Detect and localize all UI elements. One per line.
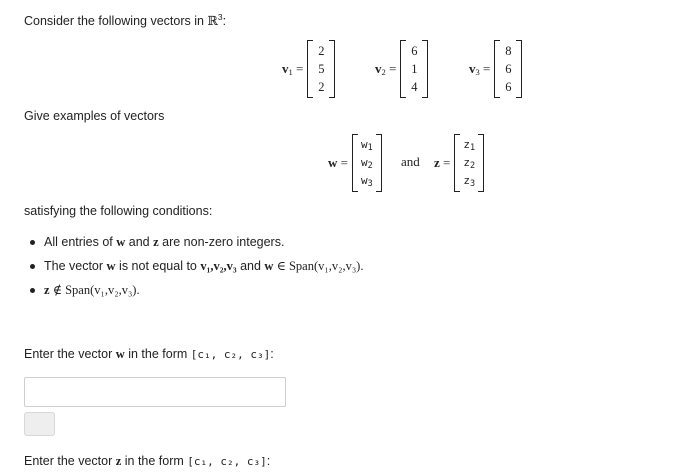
w-entry-2: [361, 154, 373, 172]
v1-sub: 1: [288, 67, 293, 77]
conditions-list: [26, 230, 363, 302]
vector-v3: [469, 40, 522, 98]
w-eq: =: [340, 155, 348, 170]
z2-base: z: [463, 156, 470, 169]
v3-sub: 3: [475, 67, 480, 77]
c2-vlist: v₁,v₂,v₃: [200, 259, 237, 273]
v2-entry-3: 4: [411, 80, 418, 94]
vector-z: [434, 134, 484, 192]
z-name: z: [434, 155, 440, 170]
v3-right-bracket: [516, 40, 522, 98]
v2-left-bracket: [400, 40, 406, 98]
w-entry-1: [361, 136, 373, 154]
v2-sub: 2: [381, 67, 386, 77]
z1-base: z: [463, 138, 470, 151]
prompt-z-colon: :: [266, 454, 271, 468]
z3-base: z: [463, 174, 470, 187]
vector-w: [328, 134, 382, 192]
v1-entry-1: 2: [318, 44, 325, 58]
intro-colon: :: [222, 14, 227, 28]
prompt-w-post: in the form: [124, 347, 191, 361]
v1-eq: =: [296, 61, 304, 76]
w-entry-3: [361, 172, 373, 190]
prompt-z-var: z: [115, 454, 122, 468]
v3-matrix: [494, 40, 522, 98]
c1-pre: All entries of: [44, 235, 117, 249]
v1-name: v: [282, 61, 289, 76]
and-word: and: [401, 154, 420, 169]
prompt-w-form: [c₁, c₂, c₃]: [190, 348, 271, 361]
condition-1: [26, 230, 363, 254]
c3-z: z: [44, 283, 50, 297]
intro-text: Consider the following vectors in: [24, 14, 208, 28]
c1-w: w: [116, 235, 126, 249]
satisfying-text: satisfying the following conditions:: [24, 204, 213, 218]
answer-w-input[interactable]: [24, 377, 286, 407]
c2-pre: The vector: [44, 259, 107, 273]
c2-rel: ∈ Span(v₁,v₂,v₃).: [273, 259, 364, 273]
z2-sub: 2: [470, 161, 476, 171]
w-right-bracket: [376, 134, 382, 192]
v2-name: v: [375, 61, 382, 76]
z-entry-2: [463, 154, 475, 172]
prompt-w-colon: :: [270, 347, 274, 361]
preview-button[interactable]: [24, 412, 55, 436]
v2-matrix: [400, 40, 428, 98]
v2-eq: =: [389, 61, 397, 76]
z-matrix: [454, 134, 484, 192]
v2-label: [375, 61, 396, 77]
v2-right-bracket: [422, 40, 428, 98]
w-left-bracket: [352, 134, 358, 192]
w1-base: w: [360, 138, 368, 151]
w-matrix: [352, 134, 382, 192]
v2-entry-1: 6: [411, 44, 418, 58]
z-entry-1: [463, 136, 475, 154]
reals-symbol: ℝ: [207, 14, 218, 28]
w1-sub: 1: [367, 143, 373, 153]
z-label: [434, 155, 450, 171]
prompt-z-pre: Enter the vector: [24, 454, 116, 468]
vector-v2: [375, 40, 428, 98]
z-entry-3: [463, 172, 475, 190]
v1-left-bracket: [307, 40, 313, 98]
condition-3: [26, 278, 363, 302]
v2-entry-2: 1: [411, 62, 418, 76]
z-eq: =: [443, 155, 451, 170]
reals-exponent: 3: [217, 12, 223, 22]
vector-v1: [282, 40, 335, 98]
c2-w: w: [106, 259, 116, 273]
c1-z: z: [153, 235, 159, 249]
w3-base: w: [360, 174, 368, 187]
c2-w2: w: [264, 259, 274, 273]
w3-sub: 3: [367, 179, 373, 189]
v3-left-bracket: [494, 40, 500, 98]
v3-eq: =: [483, 61, 491, 76]
w2-sub: 2: [367, 161, 373, 171]
v3-entry-2: 6: [505, 62, 512, 76]
prompt-w-var: w: [115, 347, 125, 361]
prompt-w-pre: Enter the vector: [24, 347, 116, 361]
w2-base: w: [360, 156, 368, 169]
prompt-w: [24, 347, 274, 362]
z1-sub: 1: [470, 143, 476, 153]
intro-line: [24, 12, 226, 29]
give-examples-text: Give examples of vectors: [24, 109, 165, 123]
c2-and: and: [236, 259, 265, 273]
v3-entry-1: 8: [505, 44, 512, 58]
prompt-z-post: in the form: [121, 454, 188, 468]
v1-entry-3: 2: [318, 80, 325, 94]
condition-2: [26, 254, 363, 278]
v1-entry-2: 5: [318, 62, 325, 76]
v1-right-bracket: [329, 40, 335, 98]
prompt-z: [24, 454, 270, 469]
v1-label: [282, 61, 303, 77]
v3-name: v: [469, 61, 476, 76]
w-label: [328, 155, 348, 171]
c1-post: are non-zero integers.: [158, 235, 285, 249]
z3-sub: 3: [470, 179, 476, 189]
v3-entry-3: 6: [505, 80, 512, 94]
v3-label: [469, 61, 490, 77]
c3-rel: ∉ Span(v₁,v₂,v₃).: [49, 283, 140, 297]
c1-mid: and: [125, 235, 154, 249]
w-name: w: [328, 155, 338, 170]
z-right-bracket: [478, 134, 484, 192]
c2-mid: is not equal to: [115, 259, 201, 273]
z-left-bracket: [454, 134, 460, 192]
prompt-z-form: [c₁, c₂, c₃]: [187, 455, 267, 468]
v1-matrix: [307, 40, 335, 98]
